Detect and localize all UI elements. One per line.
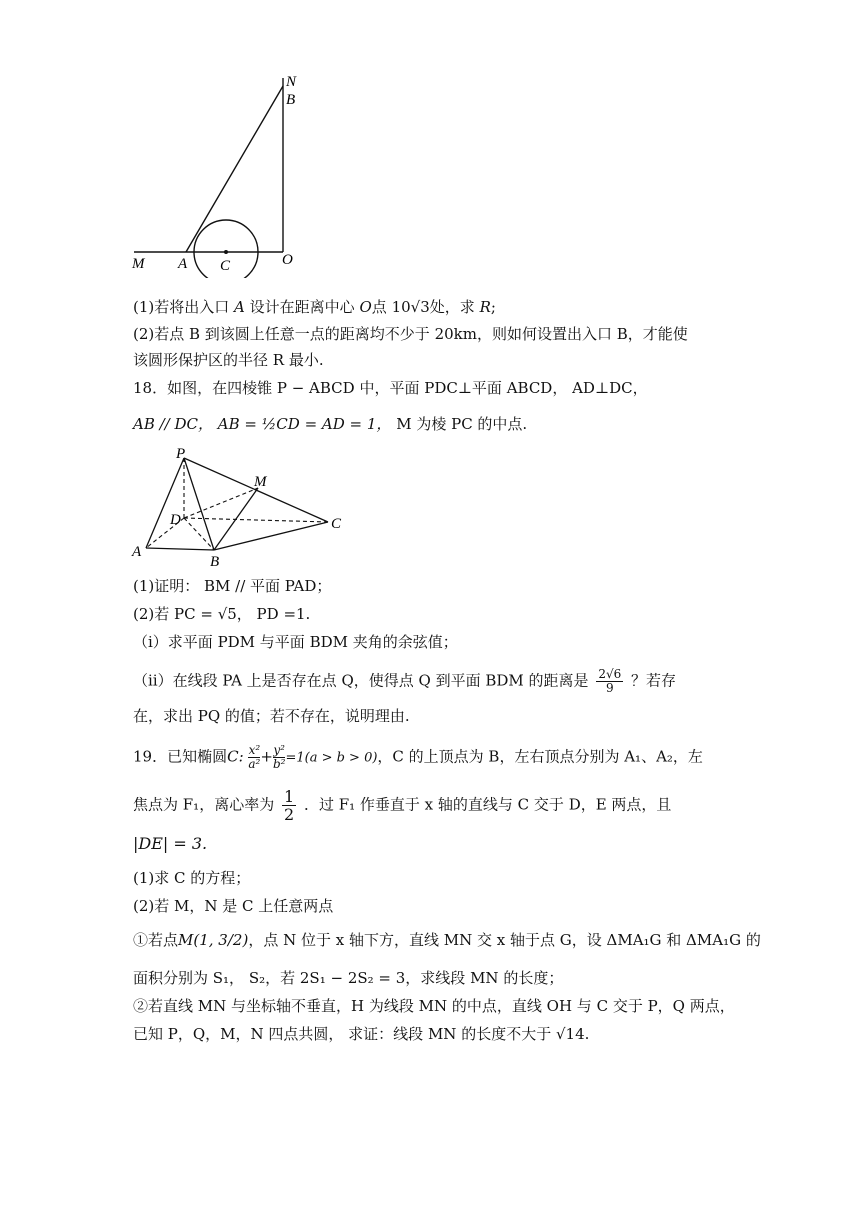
q18-part2-ii bbox=[133, 668, 676, 695]
q18-part1: (1)证明： BM // 平面 PAD； bbox=[133, 577, 332, 595]
q18-fraction bbox=[596, 668, 623, 695]
label-n: N bbox=[286, 74, 297, 90]
q19-frac-y bbox=[273, 744, 286, 771]
q17-p1-end: ; bbox=[490, 298, 496, 316]
label-o: O bbox=[282, 252, 293, 268]
label-b: B bbox=[286, 92, 296, 108]
center-dot bbox=[224, 250, 228, 254]
q19-sub1-tail: ，点 N 位于 x 轴下方，直线 MN 交 x 轴于点 G，设 ΔMA₁G 和 ΔMA₁G 的 bbox=[248, 931, 761, 949]
q19-line2-prefix: 焦点为 F₁，离心率为 bbox=[133, 795, 275, 814]
label-a2: A bbox=[132, 544, 142, 560]
q19-part2: (2)若 M，N 是 C 上任意两点 bbox=[133, 897, 334, 915]
q17-p1-a: A bbox=[234, 298, 245, 316]
q19-frac-y-den: b² bbox=[272, 757, 286, 771]
q19-stem-tail: ，C 的上顶点为 B，左右顶点分别为 A₁、A₂，左 bbox=[377, 747, 703, 766]
q19-stem-line1: 19．已知椭圆C: $\frac{\text{x²}}{\text{a²}}$ + $\frac{\text{y²}}{\text{b²}}$ =1(a > b > 0)，C 的上顶点为 B，左右顶点分别为 A₁、A₂，左 bbox=[133, 743, 703, 771]
edge-db bbox=[184, 518, 214, 550]
q18-part2-ii-text: （ⅱ）在线段 PA 上是否存在点 Q，使得点 Q 到平面 BDM 的距离是 bbox=[133, 671, 589, 690]
label-c: C bbox=[220, 258, 231, 274]
q19-half-num: 1 bbox=[283, 787, 295, 806]
edge-ab bbox=[146, 548, 214, 550]
q18-stem-m-midpoint: M 为棱 PC 的中点. bbox=[396, 415, 528, 433]
q19-sub1-prefix: ①若点 bbox=[133, 931, 179, 949]
q17-part2-line2: 该圆形保护区的半径 R 最小. bbox=[133, 351, 324, 369]
q17-p1-o: O bbox=[359, 298, 372, 316]
q18-stem-line2 bbox=[133, 414, 527, 434]
q17-part1 bbox=[133, 297, 496, 317]
q19-sub2-line1: ②若直线 MN 与坐标轴不垂直，H 为线段 MN 的中点，直线 OH 与 C 交于 P，Q 两点， bbox=[133, 997, 735, 1015]
q18-part2-ii-line2: 在，求出 PQ 的值；若不存在，说明理由. bbox=[133, 707, 410, 725]
label-c2: C bbox=[331, 516, 342, 532]
q19-half-den: 2 bbox=[283, 805, 295, 824]
q18-stem-line1: 18．如图，在四棱锥 P − ABCD 中，平面 PDC⊥平面 ABCD， AD⊥DC， bbox=[133, 379, 648, 397]
q19-eq-rest: =1(a > b > 0) bbox=[285, 750, 378, 766]
q19-frac-x-den: a² bbox=[248, 757, 261, 771]
q19-frac-x-num: x² bbox=[248, 743, 261, 757]
q19-frac-y-num: y² bbox=[273, 743, 285, 757]
q19-stem-c: C: bbox=[227, 747, 244, 766]
edge-dc bbox=[184, 518, 328, 522]
q19-half-frac bbox=[282, 788, 296, 823]
label-m2: M bbox=[254, 474, 267, 490]
label-a: A bbox=[178, 256, 188, 272]
edge-pa bbox=[146, 458, 184, 548]
q17-p1-prefix: (1)若将出入口 bbox=[133, 298, 230, 316]
label-b2: B bbox=[210, 554, 220, 570]
line-ab bbox=[186, 86, 283, 252]
q19-line3: |DE| = 3. bbox=[133, 834, 208, 853]
q19-part1: (1)求 C 的方程； bbox=[133, 869, 251, 887]
q18-part2: (2)若 PC = √5， PD =1. bbox=[133, 605, 311, 623]
q18-part2-ii-tail: ？若存 bbox=[631, 671, 677, 690]
q17-p1-mid: 设计在距离中心 bbox=[249, 298, 355, 316]
q19-frac-x bbox=[248, 744, 260, 771]
q17-p1-value: 10√3 bbox=[391, 298, 430, 316]
q17-part2-line1: (2)若点 B 到该圆上任意一点的距离均不少于 20km，则如何设置出入口 B，才能使 bbox=[133, 325, 688, 343]
q19-sub1-point: M(1, 3/2) bbox=[178, 931, 249, 949]
q18-frac-den: 9 bbox=[605, 681, 614, 695]
label-m: M bbox=[132, 256, 145, 272]
label-p: P bbox=[176, 446, 186, 462]
edge-pb bbox=[184, 458, 214, 550]
q18-part2-i: （ⅰ）求平面 PDM 与平面 BDM 夹角的余弦值； bbox=[133, 633, 458, 651]
q19-sub2-line2: 已知 P，Q，M，N 四点共圆， 求证：线段 MN 的长度不大于 √14. bbox=[133, 1025, 590, 1043]
q19-stem-prefix: 19．已知椭圆 bbox=[133, 747, 228, 766]
q17-p1-suffix: 处，求 bbox=[429, 298, 475, 316]
q17-p1-dian: 点 bbox=[371, 298, 387, 316]
q18-frac-num: 2√6 bbox=[598, 667, 622, 681]
q19-sub1-line2: 面积分别为 S₁， S₂，若 2S₁ − 2S₂ = 3，求线段 MN 的长度； bbox=[133, 969, 564, 987]
q19-line2 bbox=[133, 788, 671, 823]
figure-geometry-circle bbox=[128, 68, 318, 278]
label-d: D bbox=[170, 512, 181, 528]
q18-stem-lengths: AB = ½CD = AD = 1， bbox=[217, 415, 392, 433]
q17-p1-r: R bbox=[479, 298, 491, 316]
q18-stem-ab-parallel: AB // DC， bbox=[133, 415, 214, 433]
q19-line2-tail: ．过 F₁ 作垂直于 x 轴的直线与 C 交于 D，E 两点，且 bbox=[303, 795, 672, 814]
figure-pyramid bbox=[128, 446, 353, 571]
q19-sub1 bbox=[133, 930, 761, 950]
